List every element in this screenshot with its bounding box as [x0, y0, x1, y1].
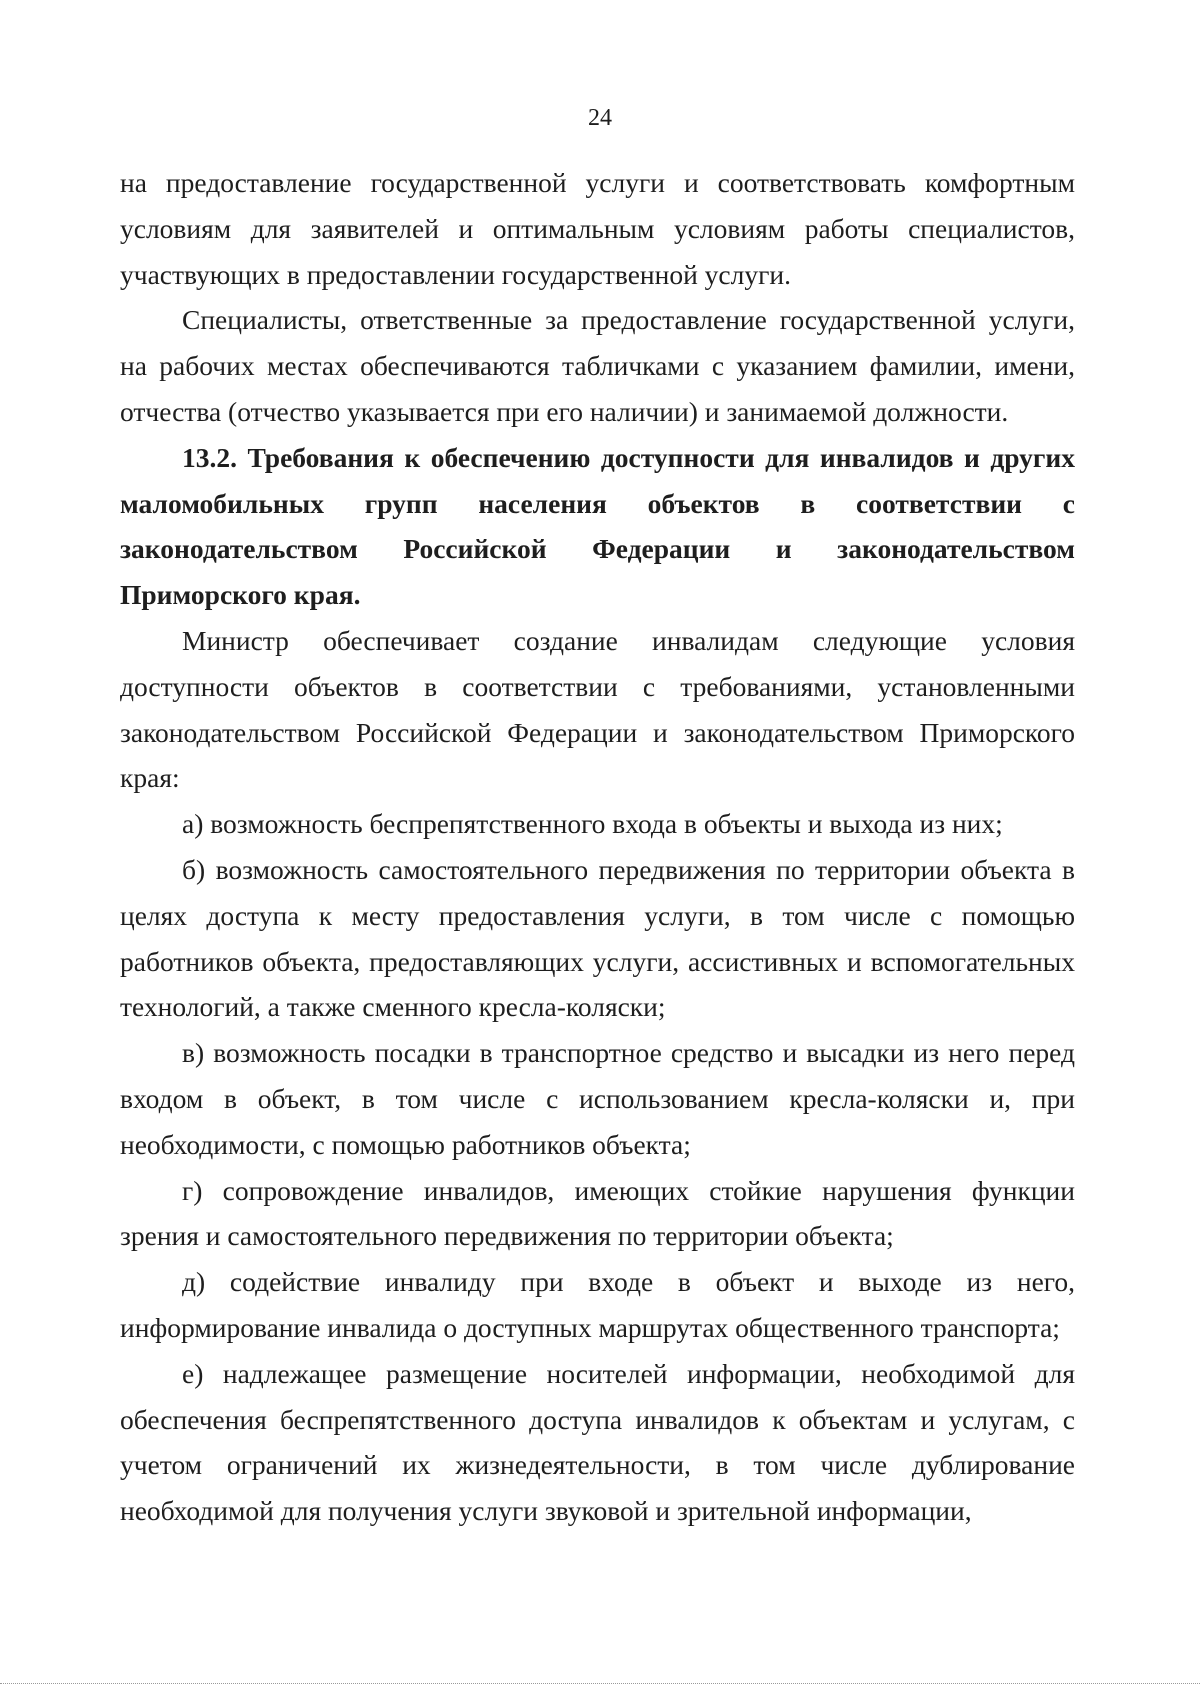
list-item-b: б) возможность самостоятельного передвижения по территории объекта в целях доступа к месту предоставления услуги, в том числе с помощью работников объекта, предоставляющих услуги, ассистивных и вспомогательных технологий, а также сменного кресла-коляски; [120, 853, 1075, 1023]
list-item-v: в) возможность посадки в транспортное средство и высадки из него перед входом в объект, в том числе с использованием кресла-коляски и, при необходимости, с помощью работников объекта; [120, 1037, 1075, 1160]
paragraph-specialists: Специалисты, ответственные за предоставление государственной услуги, на рабочих местах обеспечиваются табличками с указанием фамилии, имени, отчества (отчество указывается при его наличии) и занимаемой должности. [120, 304, 1075, 427]
scan-bottom-edge [0, 1683, 1200, 1684]
list-item-a: а) возможность беспрепятственного входа в объекты и выхода из них; [182, 808, 1003, 840]
paragraph-continuation: на предоставление государственной услуги и соответствовать комфортным условиям для заявителей и оптимальным условиям работы специалистов, участвующих в предоставлении государственной услуги. [120, 167, 1075, 290]
page-number: 24 [588, 105, 612, 131]
list-item-d: д) содействие инвалиду при входе в объект и выходе из него, информирование инвалида о доступных маршрутах общественного транспорта; [120, 1266, 1075, 1343]
section-heading-13-2: 13.2. Требования к обеспечению доступности для инвалидов и других маломобильных групп населения объектов в соответствии с законодательством Российской Федерации и законодательством Приморского края. [120, 441, 1075, 611]
list-item-g: г) сопровождение инвалидов, имеющих стойкие нарушения функции зрения и самостоятельного передвижения по территории объекта; [120, 1174, 1075, 1252]
list-item-e: е) надлежащее размещение носителей информации, необходимой для обеспечения беспрепятственного доступа инвалидов к объектам и услугам, с учетом ограничений их жизнедеятельности, в том числе дублирование необходимой для получения услуги звуковой и зрительной информации, [120, 1357, 1075, 1527]
document-body [120, 160, 1075, 1534]
paragraph-minister: Министр обеспечивает создание инвалидам следующие условия доступности объектов в соответствии с требованиями, установленными законодательством Российской Федерации и законодательством Приморского края: [120, 624, 1075, 794]
